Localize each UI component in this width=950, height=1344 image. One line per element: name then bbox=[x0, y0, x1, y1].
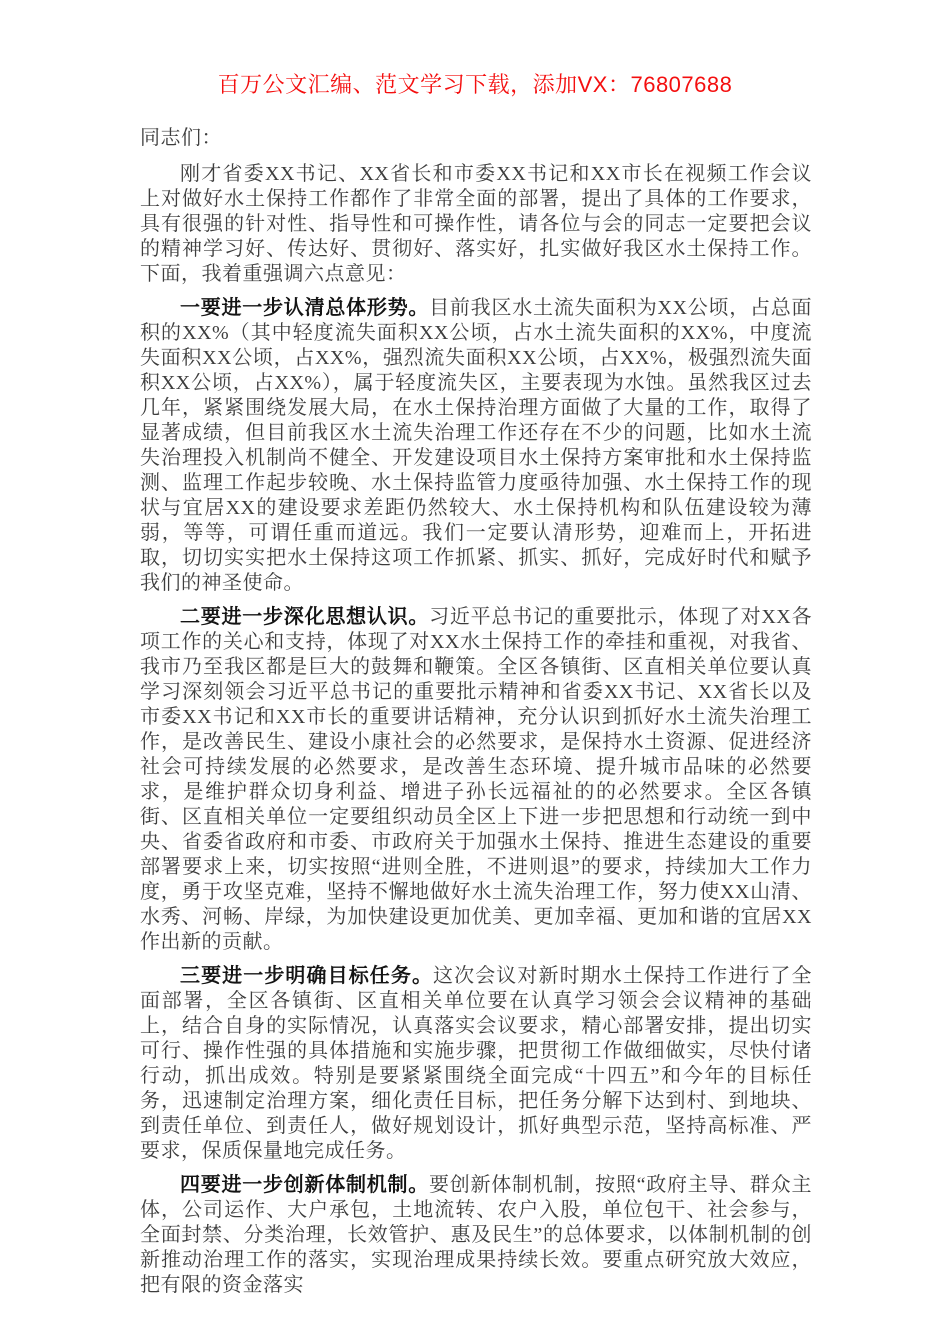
promo-header-text: 百万公文汇编、范文学习下载，添加VX：76807688 bbox=[217, 72, 733, 97]
paragraph bbox=[140, 296, 812, 596]
paragraph bbox=[140, 1173, 812, 1298]
salutation: 同志们： bbox=[140, 127, 222, 149]
paragraph-text: 目前我区水土流失面积为XX公顷，占总面积的XX%（其中轻度流失面积XX公顷，占水土流失面积的XX%，中度流失面积XX公顷，占XX%，强烈流失面积XX公顷，占XX%，极强烈流失面积XX公顷，占XX%），属于轻度流失区，主要表现为水蚀。虽然我区过去几年，紧紧围绕发展大局，在水土保持治理方面做了大量的工作，取得了显著成绩，但目前我区水土流失治理工作还存在不少的问题，比如水土流失治理投入机制尚不健全、开发建设项目水土保持方案审批和水土保持监测、监理工作起步较晚、水土保持监管力度亟待加强、水土保持工作的现状与宜居XX的建设要求差距仍然较大、水土保持机构和队伍建设较为薄弱，等等，可谓任重而道远。我们一定要认清形势，迎难而上，开拓进取，切切实实把水土保持这项工作抓紧、抓实、抓好，完成好时代和赋予我们的神圣使命。 bbox=[140, 297, 813, 594]
paragraph bbox=[140, 964, 812, 1164]
paragraph-lead: 四要进一步创新体制机制。 bbox=[180, 1174, 430, 1196]
paragraph-lead: 二要进一步深化思想认识。 bbox=[180, 606, 430, 628]
paragraph-text: 刚才省委XX书记、XX省长和市委XX书记和XX市长在视频工作会议上对做好水土保持工作都作了非常全面的部署，提出了具体的工作要求，具有很强的针对性、指导性和可操作性，请各位与会的同志一定要把会议的精神学习好、传达好、贯彻好、落实好，扎实做好我区水土保持工作。下面，我着重强调六点意见： bbox=[140, 163, 812, 285]
paragraph-lead: 一要进一步认清总体形势。 bbox=[180, 297, 430, 319]
paragraph bbox=[140, 162, 812, 287]
paragraph-text: 习近平总书记的重要批示，体现了对XX各项工作的关心和支持，体现了对XX水土保持工作的牵挂和重视，对我省、我市乃至我区都是巨大的鼓舞和鞭策。全区各镇街、区直相关单位要认真学习深刻领会习近平总书记的重要批示精神和省委XX书记、XX省长以及市委XX书记和XX市长的重要讲话精神，充分认识到抓好水土流失治理工作，是改善民生、建设小康社会的必然要求，是保持水土资源、促进经济社会可持续发展的必然要求，是改善生态环境、提升城市品味的必然要求，是维护群众切身利益、增进子孙长远福祉的的必然要求。全区各镇街、区直相关单位一定要组织动员全区上下进一步把思想和行动统一到中央、省委省政府和市委、市政府关于加强水土保持、推进生态建设的重要部署要求上来，切实按照“进则全胜，不进则退”的要求，持续加大工作力度，勇于攻坚克难，坚持不懈地做好水土流失治理工作，努力使XX山清、水秀、河畅、岸绿，为加快建设更加优美、更加幸福、更加和谐的宜居XX作出新的贡献。 bbox=[140, 606, 813, 953]
paragraph-lead: 三要进一步明确目标任务。 bbox=[180, 965, 434, 987]
paragraph bbox=[140, 605, 812, 955]
paragraph-text: 要创新体制机制，按照“政府主导、群众主体，公司运作、大户承包，土地流转、农户入股，单位包干、社会参与，全面封禁、分类治理，长效管护、惠及民生”的总体要求，以体制机制的创新推动治理工作的落实，实现治理成果持续长效。要重点研究放大效应，把有限的资金落实 bbox=[140, 1174, 812, 1296]
paragraph-text: 这次会议对新时期水土保持工作进行了全面部署，全区各镇街、区直相关单位要在认真学习领会会议精神的基础上，结合自身的实际情况，认真落实会议要求，精心部署安排，提出切实可行、操作性强的具体措施和实施步骤，把贯彻工作做细做实，尽快付诸行动，抓出成效。特别是要紧紧围绕全面完成“十四五”和今年的目标任务，迅速制定治理方案，细化责任目标，把任务分解下达到村、到地块、到责任单位、到责任人，做好规划设计，抓好典型示范，坚持高标准、严要求，保质保量地完成任务。 bbox=[140, 965, 813, 1162]
document-body bbox=[140, 126, 812, 1298]
